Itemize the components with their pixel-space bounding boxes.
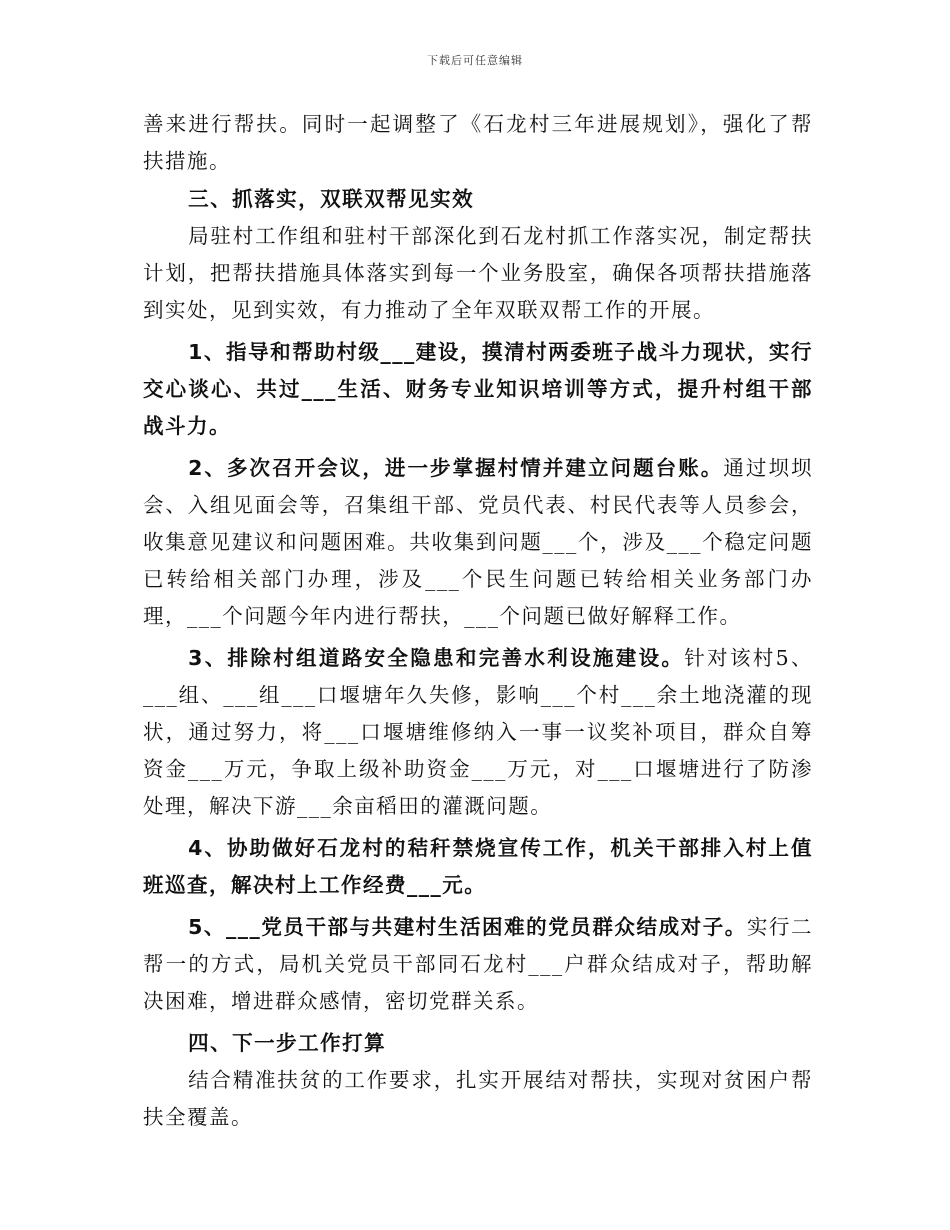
list-item-1: 1、指导和帮助村级___建设，摸清村两委班子战斗力现状，实行交心谈心、共过___生活、财务专业知识培训等方式，提升村组干部战斗力。: [143, 340, 813, 438]
list-item-5: [143, 909, 813, 1020]
list-item-2-title: 2、多次召开会议，进一步掌握村情并建立问题台账。: [188, 456, 724, 480]
list-item-5-body: 实行二帮一的方式，局机关党员干部同石龙村___户群众结成对子，帮助解决困难，增进群众感情，密切党群关系。: [143, 915, 813, 1013]
list-item-5-title: 5、___党员干部与共建村生活困难的党员群众结成对子。: [188, 915, 747, 939]
paragraph-continuation: 善来进行帮扶。同时一起调整了《石龙村三年进展规划》，强化了帮扶措施。: [143, 112, 813, 173]
document-body: [143, 106, 813, 1136]
paragraph-section-3-intro: 局驻村工作组和驻村干部深化到石龙村抓工作落实况，制定帮扶计划，把帮扶措施具体落实到每一个业务股室，确保各项帮扶措施落到实处，见到实效，有力推动了全年双联双帮工作的开展。: [143, 224, 813, 322]
paragraph-section-4-body: 结合精准扶贫的工作要求，扎实开展结对帮扶，实现对贫困户帮扶全覆盖。: [143, 1068, 813, 1129]
list-item-3: [143, 640, 813, 825]
section-heading-4: 四、下一步工作打算: [188, 1031, 387, 1055]
page-header: 下载后可任意编辑: [427, 54, 523, 67]
list-item-3-title: 3、排除村组道路安全隐患和完善水利设施建设。: [188, 646, 685, 670]
list-item-2-body: 通过坝坝会、入组见面会等，召集组干部、党员代表、村民代表等人员参会，收集意见建议和问题困难。共收集到问题___个，涉及___个稳定问题已转给相关部门办理，涉及___个民生问题已转给相关业务部门办理，___个问题今年内进行帮扶，___个问题已做好解释工作。: [143, 456, 814, 628]
section-heading-3: 三、抓落实，双联双帮见实效: [188, 187, 475, 211]
list-item-3-body: 针对该村5、___组、___组___口堰塘年久失修，影响___个村___余土地浇灌的现状，通过努力，将___口堰塘维修纳入一事一议奖补项目，群众自筹资金___万元，争取上级补助资金___万元，对___口堰塘进行了防渗处理，解决下游___余亩稻田的灌溉问题。: [143, 646, 814, 818]
list-item-4: 4、协助做好石龙村的秸秆禁烧宣传工作，机关干部排入村上值班巡查，解决村上工作经费___元。: [143, 836, 813, 897]
list-item-2: [143, 450, 813, 635]
